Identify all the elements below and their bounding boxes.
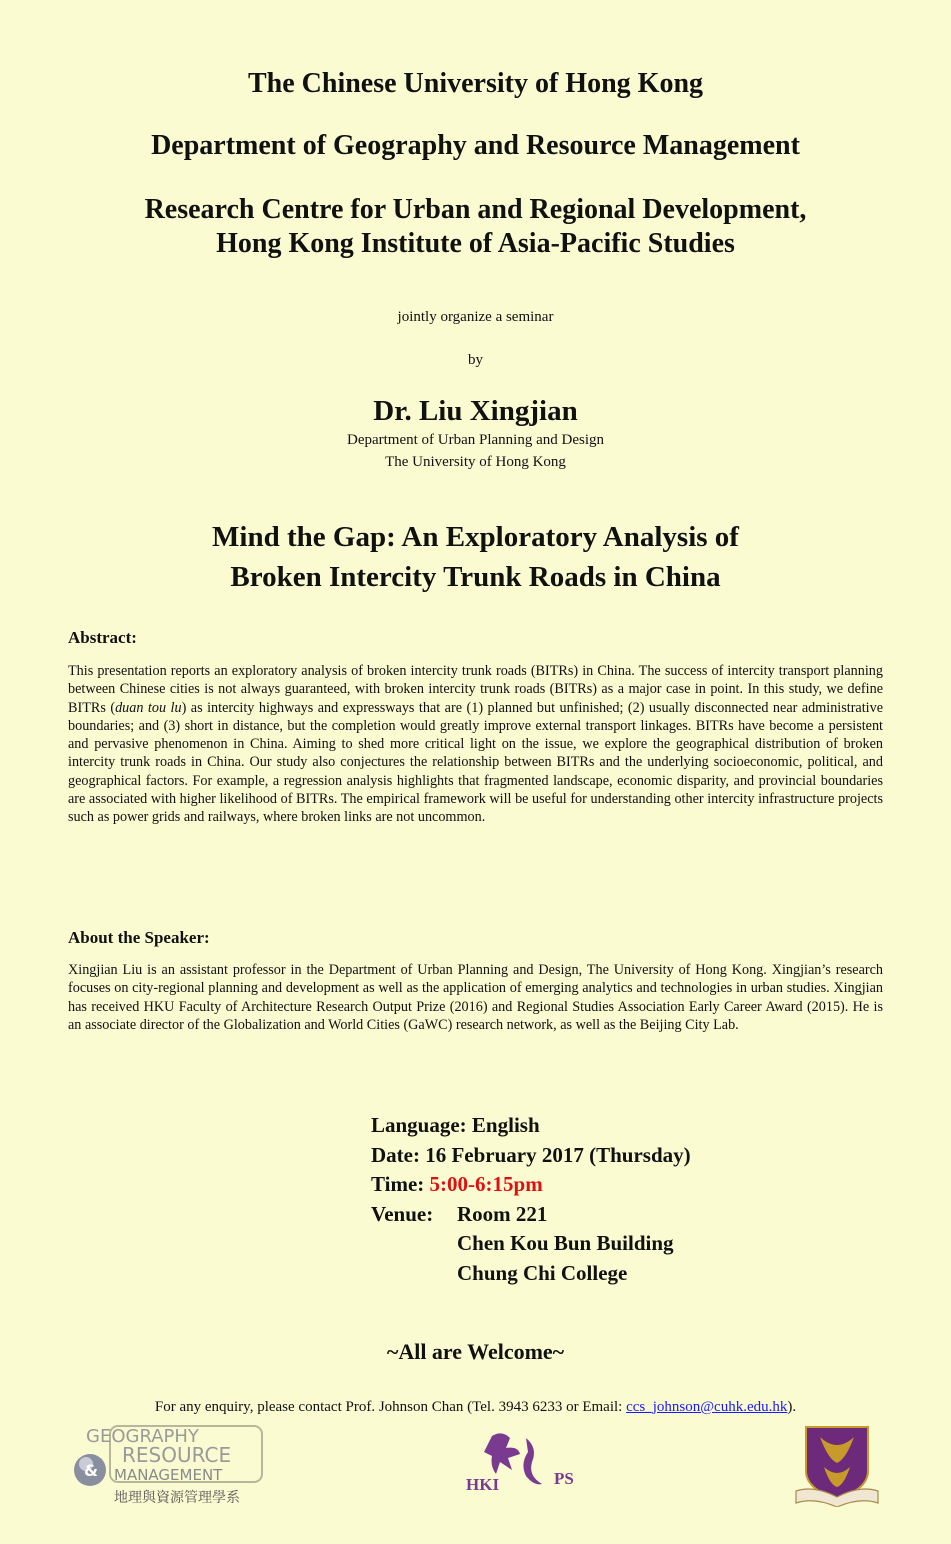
abstract-text-part1: This presentation reports an exploratory analysis of broken intercity trunk roads (BITRs) in China. The success of intercity transport planning between Chinese cities is not always guaranteed, with broken intercity trunk roads (BITRs) as a major case in point. In this study, we define BITRs ( bbox=[68, 663, 883, 716]
venue-line2: Chen Kou Bun Building bbox=[457, 1231, 674, 1255]
talk-title-line2: Broken Intercity Trunk Roads in China bbox=[230, 561, 721, 593]
venue-row-2 bbox=[371, 1229, 691, 1259]
speaker-affiliation-line2: The University of Hong Kong bbox=[385, 454, 566, 470]
time-value: 5:00-6:15pm bbox=[429, 1172, 543, 1196]
geo-logo-line2: RESOURCE bbox=[122, 1443, 232, 1467]
venue-label: Venue: bbox=[371, 1201, 434, 1226]
abstract-heading: Abstract: bbox=[68, 628, 137, 647]
enquiry-text-end: ). bbox=[787, 1399, 797, 1415]
abstract-text-italic: duan tou lu bbox=[115, 699, 182, 716]
enquiry-footer bbox=[0, 1399, 951, 1416]
centre-name-line1: Research Centre for Urban and Regional Development, bbox=[144, 194, 807, 225]
time-row bbox=[371, 1170, 691, 1200]
department-name: Department of Geography and Resource Management bbox=[151, 130, 800, 161]
speaker-affiliation-line1: Department of Urban Planning and Design bbox=[346, 432, 605, 448]
venue-line3: Chung Chi College bbox=[457, 1260, 628, 1285]
by-text: by bbox=[468, 352, 483, 368]
hkiaps-text: HKI bbox=[466, 1475, 500, 1494]
enquiry-text: For any enquiry, please contact Prof. Johnson Chan (Tel. 3943 6233 or Email: bbox=[154, 1399, 627, 1415]
time-label: Time: bbox=[371, 1172, 430, 1196]
date-row: Date: 16 February 2017 (Thursday) bbox=[371, 1142, 691, 1167]
abstract-paragraph bbox=[68, 662, 883, 827]
hkiaps-ps-text: PS bbox=[554, 1469, 574, 1488]
speaker-name: Dr. Liu Xingjian bbox=[373, 395, 578, 427]
email-link[interactable]: ccs_johnson@cuhk.edu.hk bbox=[626, 1399, 788, 1415]
language-row: Language: English bbox=[371, 1113, 540, 1137]
about-speaker-heading: About the Speaker: bbox=[68, 928, 210, 947]
seminar-details bbox=[371, 1111, 691, 1288]
about-speaker-paragraph: Xingjian Liu is an assistant professor in the Department of Urban Planning and Design, The University of Hong Kong. Xingjian’s research focuses on city-regional planning and development as well as the application of emerging analytics and technologies in urban studies. Xingjian has received HKU Faculty of Architecture Research Output Prize (2016) and Regional Studies Association Early Career Award (2015). He is an associate director of the Globalization and World Cities (GaWC) research network, as well as the Beijing City Lab. bbox=[68, 962, 883, 1033]
university-name: The Chinese University of Hong Kong bbox=[247, 68, 704, 99]
geography-department-logo bbox=[70, 1424, 266, 1508]
centre-name-line2: Hong Kong Institute of Asia-Pacific Studies bbox=[216, 228, 735, 259]
geo-logo-line3: MANAGEMENT bbox=[114, 1466, 223, 1484]
talk-title-line1: Mind the Gap: An Exploratory Analysis of bbox=[212, 521, 739, 553]
venue-line1: Room 221 bbox=[457, 1201, 548, 1226]
geo-logo-line1: GEOGRAPHY bbox=[86, 1426, 199, 1447]
abstract-text-part2: ) as intercity highways and expressways that are (1) planned but unfinished; (2) usually disconnected near administrative boundaries; and (3) short in distance, but the completion would greatly improve external transport linkages. BITRs have become a persistent and pervasive phenomenon in China. Aiming to shed more critical light on the issue, we explore the geographical distribution of broken intercity trunk roads in China. Our study also conjectures the relationship between BITRs and the underlying socioeconomic, political, and geographical factors. For example, a regression analysis highlights that fragmented landscape, economic disparity, and provincial boundaries are associated with higher likelihood of BITRs. The empirical framework will be useful for understanding other intercity infrastructure projects such as power grids and railways, where broken links are not uncommon. bbox=[68, 699, 883, 826]
geo-logo-amp: & bbox=[84, 1461, 98, 1480]
venue-row-3 bbox=[371, 1259, 691, 1289]
geo-logo-chinese: 地理與資源管理學系 bbox=[114, 1490, 240, 1506]
hkiaps-logo bbox=[462, 1428, 594, 1494]
cuhk-crest-logo bbox=[794, 1423, 880, 1507]
venue-row bbox=[371, 1200, 691, 1230]
jointly-organize-text: jointly organize a seminar bbox=[397, 309, 554, 325]
welcome-text: ~All are Welcome~ bbox=[386, 1339, 565, 1364]
